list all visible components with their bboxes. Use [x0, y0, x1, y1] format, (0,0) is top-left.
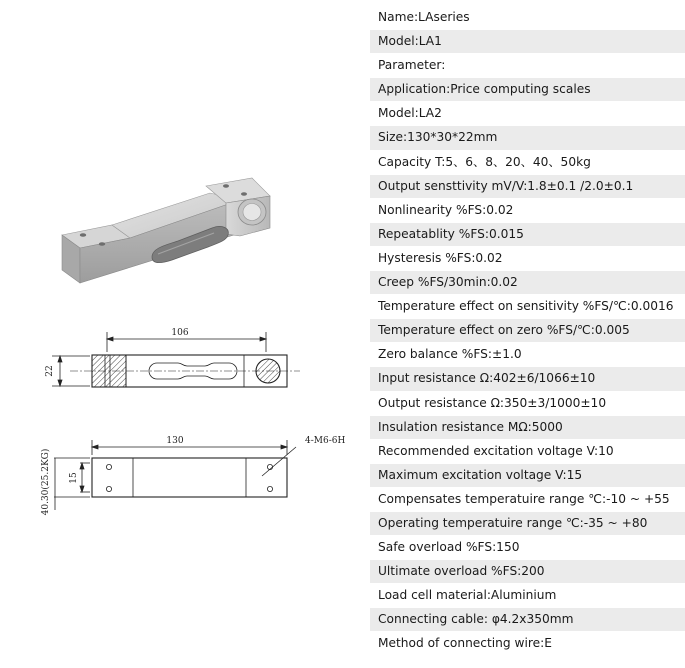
spec-row: Application:Price computing scales — [370, 78, 685, 101]
spec-table — [370, 6, 685, 657]
dim-side-label: 40.30(25.2KG) — [41, 448, 51, 516]
drawing-top-view — [52, 332, 300, 387]
dim-top-height: 22 — [45, 365, 55, 377]
spec-row: Size:130*30*22mm — [370, 126, 685, 149]
spec-row: Safe overload %FS:150 — [378, 540, 520, 555]
spec-row: Parameter: — [378, 58, 446, 73]
dim-top-length: 106 — [171, 328, 189, 338]
spec-row: Output resistance Ω:350±3/1000±10 — [378, 395, 607, 410]
spec-row: Repeatablity %FS:0.015 — [370, 223, 685, 246]
spec-row: Capacity T:5、6、8、20、40、50kg — [378, 154, 591, 169]
spec-row: Connecting cable: φ4.2x350mm — [370, 608, 685, 631]
spec-row: Maximum excitation voltage V:15 — [370, 464, 685, 487]
spec-row: Load cell material:Aluminium — [378, 588, 557, 603]
spec-row: Operating temperatuire range ℃:-35 ~ +80 — [370, 512, 685, 535]
spec-row: Method of connecting wire:E — [378, 636, 552, 651]
dim-bottom-length: 130 — [166, 436, 184, 446]
spec-row: Nonlinearity %FS:0.02 — [378, 202, 514, 217]
spec-row: Output sensttivity mV/V:1.8±0.1 /2.0±0.1 — [370, 175, 685, 198]
spec-row: Name:LAseries — [378, 10, 470, 24]
load-cell-photo — [62, 178, 270, 283]
spec-row: Model:LA2 — [378, 106, 442, 121]
spec-row: Hysteresis %FS:0.02 — [378, 250, 503, 265]
spec-row: Temperature effect on sensitivity %FS/℃:0.0016 — [378, 299, 674, 314]
dim-bottom-height: 15 — [69, 472, 79, 484]
spec-row: Temperature effect on zero %FS/℃:0.005 — [370, 319, 685, 342]
spec-row: Model:LA1 — [370, 30, 685, 53]
spec-row: Insulation resistance MΩ:5000 — [370, 416, 685, 439]
spec-row: Input resistance Ω:402±6/1066±10 — [370, 367, 685, 390]
dim-hole-label: 4-M6-6H — [305, 436, 346, 446]
spec-row: Recommended excitation voltage V:10 — [378, 443, 614, 458]
spec-row: Compensates temperatuire range ℃:-10 ~ +55 — [378, 491, 670, 506]
spec-row: Zero balance %FS:±1.0 — [378, 347, 522, 362]
drawing-bottom-view — [54, 440, 296, 510]
spec-row: Creep %FS/30min:0.02 — [370, 271, 685, 294]
spec-row: Ultimate overload %FS:200 — [370, 560, 685, 583]
